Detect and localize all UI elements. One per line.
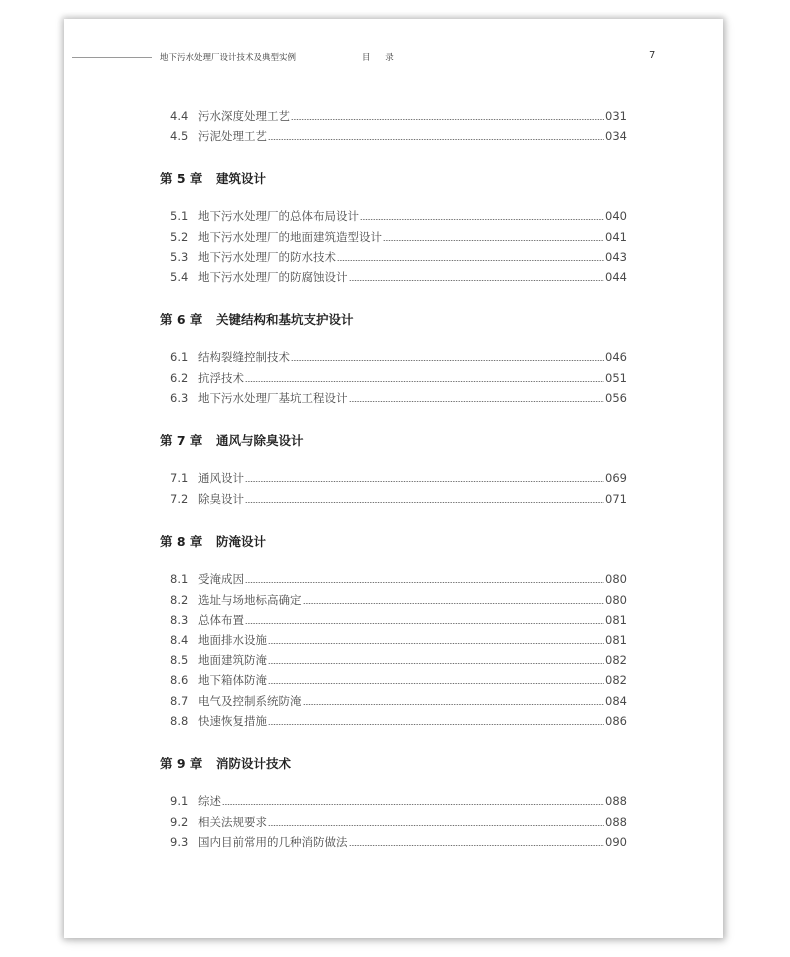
section-page: 090: [605, 835, 627, 849]
dot-leader: [349, 845, 605, 846]
section-page: 056: [605, 391, 627, 405]
section-page: 088: [605, 794, 627, 808]
section-number: 8.6: [170, 673, 189, 687]
chapter-title: 防淹设计: [216, 534, 267, 549]
section-page: 043: [605, 250, 627, 264]
toc-entry[interactable]: [170, 612, 627, 628]
dot-leader: [291, 119, 604, 120]
section-number: 5.3: [170, 250, 189, 264]
section-number: 8.7: [170, 694, 189, 708]
section-title: 地下污水处理厂的防水技术: [198, 250, 336, 264]
section-title: 地下污水处理厂的防腐蚀设计: [198, 270, 348, 284]
section-number: 5.2: [170, 230, 189, 244]
dot-leader: [303, 704, 605, 705]
dot-leader: [245, 582, 604, 583]
book-page: [64, 19, 723, 938]
section-title: 结构裂缝控制技术: [198, 350, 290, 364]
chapter-label: 第 6 章: [160, 312, 203, 327]
section-number: 9.2: [170, 815, 189, 829]
chapter-heading[interactable]: [160, 310, 354, 328]
section-page: 046: [605, 350, 627, 364]
section-page: 069: [605, 471, 627, 485]
section-title: 污水深度处理工艺: [198, 109, 290, 123]
dot-leader: [268, 139, 604, 140]
section-title: 综述: [198, 794, 221, 808]
section-number: 8.2: [170, 593, 189, 607]
dot-leader: [245, 623, 604, 624]
toc-entry[interactable]: [170, 491, 627, 507]
toc-entry[interactable]: [170, 571, 627, 587]
toc-entry[interactable]: [170, 713, 627, 729]
toc-entry[interactable]: [170, 370, 627, 386]
dot-leader: [268, 643, 604, 644]
section-page: 034: [605, 129, 627, 143]
section-number: 6.3: [170, 391, 189, 405]
section-number: 9.1: [170, 794, 189, 808]
chapter-title: 关键结构和基坑支护设计: [216, 312, 354, 327]
dot-leader: [222, 804, 604, 805]
toc-entry[interactable]: [170, 592, 627, 608]
chapter-label: 第 5 章: [160, 171, 203, 186]
toc-entry[interactable]: [170, 632, 627, 648]
section-page: 082: [605, 653, 627, 667]
chapter-heading[interactable]: [160, 431, 304, 449]
chapter-label: 第 8 章: [160, 534, 203, 549]
section-title: 地面排水设施: [198, 633, 267, 647]
dot-leader: [268, 825, 604, 826]
section-page: 088: [605, 815, 627, 829]
section-number: 4.4: [170, 109, 189, 123]
toc-entry[interactable]: [170, 390, 627, 406]
dot-leader: [291, 360, 604, 361]
section-page: 081: [605, 633, 627, 647]
toc-entry[interactable]: [170, 693, 627, 709]
section-title: 通风设计: [198, 471, 244, 485]
section-title: 电气及控制系统防淹: [198, 694, 302, 708]
chapter-title: 建筑设计: [216, 171, 267, 186]
header-rule: [72, 57, 152, 58]
dot-leader: [245, 381, 604, 382]
toc-entry[interactable]: [170, 208, 627, 224]
section-number: 7.2: [170, 492, 189, 506]
section-title: 选址与场地标高确定: [198, 593, 302, 607]
section-title: 地面建筑防淹: [198, 653, 267, 667]
running-header-book-title: 地下污水处理厂设计技术及典型实例: [160, 53, 297, 63]
section-page: 086: [605, 714, 627, 728]
dot-leader: [268, 724, 604, 725]
dot-leader: [337, 260, 604, 261]
toc-entry[interactable]: [170, 652, 627, 668]
section-title: 国内目前常用的几种消防做法: [198, 835, 348, 849]
section-page: 044: [605, 270, 627, 284]
section-title: 污泥处理工艺: [198, 129, 267, 143]
running-header-section: 目 录: [362, 53, 400, 63]
dot-leader: [268, 683, 604, 684]
section-title: 地下污水处理厂基坑工程设计: [198, 391, 348, 405]
section-number: 6.2: [170, 371, 189, 385]
section-number: 4.5: [170, 129, 189, 143]
dot-leader: [303, 603, 605, 604]
chapter-heading[interactable]: [160, 754, 291, 772]
section-page: 080: [605, 572, 627, 586]
dot-leader: [383, 240, 604, 241]
section-page: 084: [605, 694, 627, 708]
toc-entry[interactable]: [170, 349, 627, 365]
section-title: 除臭设计: [198, 492, 244, 506]
dot-leader: [349, 401, 605, 402]
section-page: 081: [605, 613, 627, 627]
toc-entry[interactable]: [170, 470, 627, 486]
toc-entry[interactable]: [170, 269, 627, 285]
section-title: 相关法规要求: [198, 815, 267, 829]
section-title: 地下污水处理厂的地面建筑造型设计: [198, 230, 382, 244]
dot-leader: [268, 663, 604, 664]
toc-entry[interactable]: [170, 108, 627, 124]
section-page: 040: [605, 209, 627, 223]
section-page: 051: [605, 371, 627, 385]
section-number: 6.1: [170, 350, 189, 364]
section-title: 快速恢复措施: [198, 714, 267, 728]
section-number: 8.8: [170, 714, 189, 728]
section-page: 080: [605, 593, 627, 607]
toc-entry[interactable]: [170, 814, 627, 830]
section-title: 抗浮技术: [198, 371, 244, 385]
toc-entry[interactable]: [170, 229, 627, 245]
chapter-heading[interactable]: [160, 169, 266, 187]
section-number: 8.1: [170, 572, 189, 586]
section-page: 041: [605, 230, 627, 244]
toc-entry[interactable]: [170, 249, 627, 265]
section-number: 5.4: [170, 270, 189, 284]
section-number: 8.3: [170, 613, 189, 627]
section-page: 071: [605, 492, 627, 506]
chapter-heading[interactable]: [160, 532, 266, 550]
dot-leader: [245, 502, 604, 503]
dot-leader: [245, 481, 604, 482]
toc-entry[interactable]: [170, 834, 627, 850]
dot-leader: [349, 280, 605, 281]
section-number: 8.4: [170, 633, 189, 647]
page-number: 7: [649, 50, 656, 61]
section-title: 受淹成因: [198, 572, 244, 586]
chapter-title: 通风与除臭设计: [216, 433, 304, 448]
section-title: 总体布置: [198, 613, 244, 627]
chapter-label: 第 9 章: [160, 756, 203, 771]
section-title: 地下污水处理厂的总体布局设计: [198, 209, 359, 223]
section-page: 082: [605, 673, 627, 687]
section-number: 9.3: [170, 835, 189, 849]
toc-entry[interactable]: [170, 793, 627, 809]
section-number: 8.5: [170, 653, 189, 667]
toc-entry[interactable]: [170, 672, 627, 688]
section-number: 7.1: [170, 471, 189, 485]
chapter-title: 消防设计技术: [216, 756, 292, 771]
dot-leader: [360, 219, 604, 220]
toc-entry[interactable]: [170, 128, 627, 144]
section-page: 031: [605, 109, 627, 123]
section-number: 5.1: [170, 209, 189, 223]
section-title: 地下箱体防淹: [198, 673, 267, 687]
chapter-label: 第 7 章: [160, 433, 203, 448]
